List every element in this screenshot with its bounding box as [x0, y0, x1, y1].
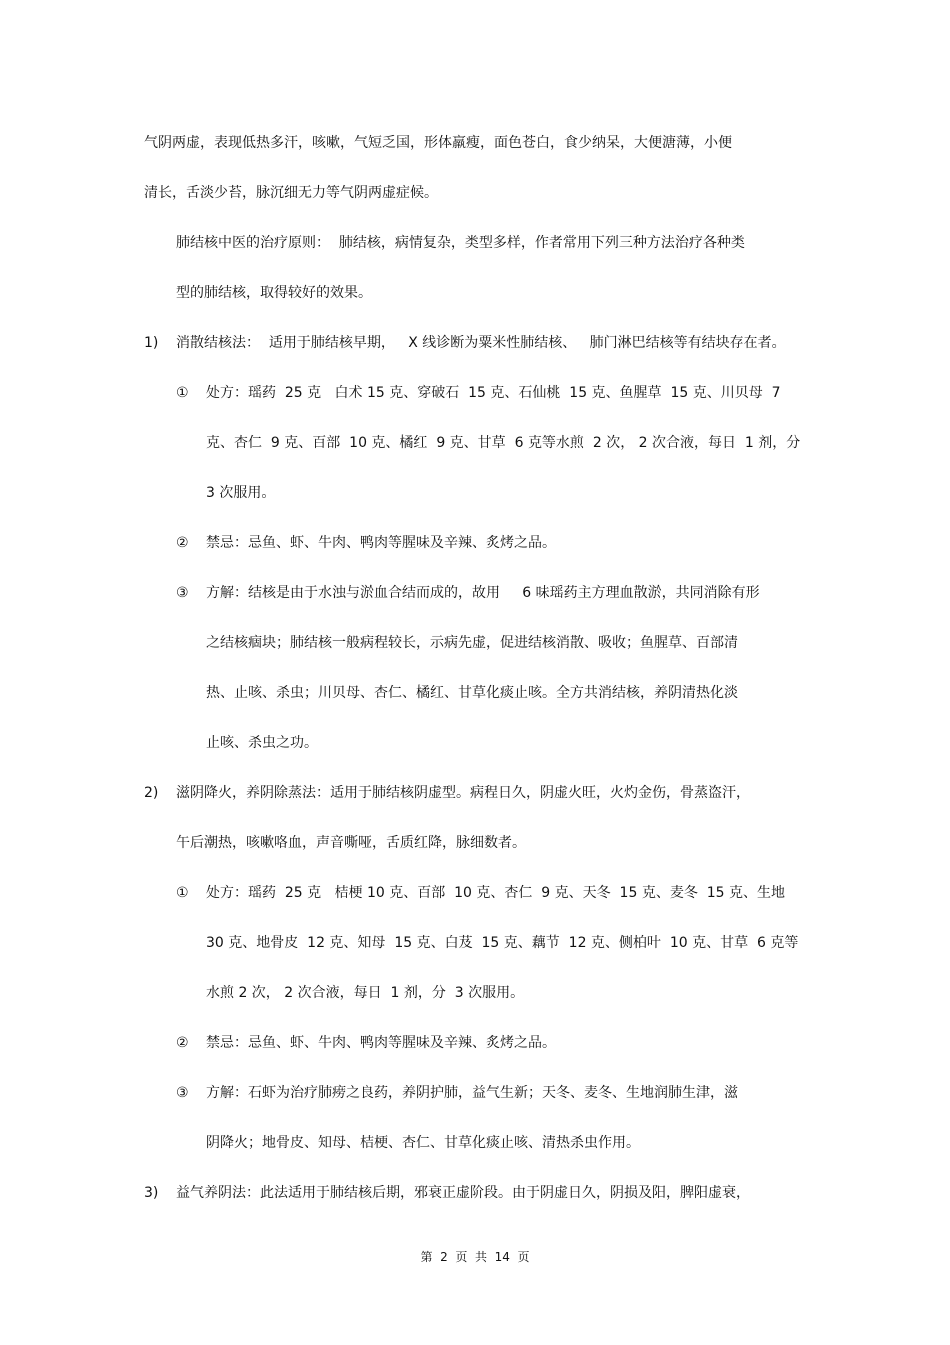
text-line-5: 消散结核法： 适用于肺结核早期， X 线诊断为粟米性肺结核、 肺门淋巴结核等有结块存在者。: [176, 335, 786, 351]
list-marker: 3): [144, 1185, 159, 1201]
text-line-6: 处方：瑶药 25 克 白术 15 克、穿破石 15 克、石仙桃 15 克、鱼腥草 15 克、川贝母 7: [206, 385, 781, 401]
text-line-4: 型的肺结核，取得较好的效果。: [176, 285, 372, 301]
text-line-11: 之结核痼块；肺结核一般病程较长，示病先虚，促进结核消散、吸收；鱼腥草、百部清: [206, 635, 738, 651]
text-line-18: 水煎 2 次， 2 次合液，每日 1 剂，分 3 次服用。: [206, 985, 525, 1001]
list-marker: ③: [176, 1085, 189, 1101]
list-marker: ③: [176, 585, 189, 601]
list-marker: 1): [144, 335, 159, 351]
text-line-16: 处方：瑶药 25 克 桔梗 10 克、百部 10 克、杏仁 9 克、天冬 15 克、麦冬 15 克、生地: [206, 885, 785, 901]
text-line-3: 肺结核中医的治疗原则： 肺结核，病情复杂，类型多样，作者常用下列三种方法治疗各种类: [176, 235, 745, 251]
text-line-8: 3 次服用。: [206, 485, 276, 501]
text-line-12: 热、止咳、杀虫；川贝母、杏仁、橘红、甘草化痰止咳。全方共消结核，养阴清热化淡: [206, 685, 738, 701]
list-marker: ①: [176, 385, 189, 401]
text-line-13: 止咳、杀虫之功。: [206, 735, 318, 751]
text-line-15: 午后潮热，咳嗽咯血，声音嘶哑，舌质红降，脉细数者。: [176, 835, 526, 851]
text-line-7: 克、杏仁 9 克、百部 10 克、橘红 9 克、甘草 6 克等水煎 2 次， 2 次合液，每日 1 剂，分: [206, 435, 801, 451]
text-line-2: 清长，舌淡少苔，脉沉细无力等气阴两虚症候。: [144, 185, 438, 201]
list-marker: ①: [176, 885, 189, 901]
text-line-1: 气阴两虚，表现低热多汗，咳嗽，气短乏国，形体羸瘦，面色苍白，食少纳呆，大便溏薄，小便: [144, 135, 732, 151]
text-line-19: 禁忌：忌鱼、虾、牛肉、鸭肉等腥味及辛辣、炙烤之品。: [206, 1035, 556, 1051]
text-line-20: 方解：石虾为治疗肺痨之良药，养阴护肺，益气生新；天冬、麦冬、生地润肺生津，滋: [206, 1085, 738, 1101]
text-line-21: 阴降火；地骨皮、知母、桔梗、杏仁、甘草化痰止咳、清热杀虫作用。: [206, 1135, 640, 1151]
text-line-22: 益气养阴法：此法适用于肺结核后期，邪衰正虚阶段。由于阴虚日久，阴损及阳，脾阳虚衰，: [176, 1185, 750, 1201]
list-marker: 2): [144, 785, 159, 801]
page-footer: 第 2 页 共 14 页: [420, 1250, 530, 1264]
text-line-17: 30 克、地骨皮 12 克、知母 15 克、白芨 15 克、藕节 12 克、侧柏叶 10 克、甘草 6 克等: [206, 935, 799, 951]
list-marker: ②: [176, 1035, 189, 1051]
list-marker: ②: [176, 535, 189, 551]
text-line-9: 禁忌：忌鱼、虾、牛肉、鸭肉等腥味及辛辣、炙烤之品。: [206, 535, 556, 551]
text-line-14: 滋阴降火，养阴除蒸法：适用于肺结核阴虚型。病程日久，阴虚火旺，火灼金伤，骨蒸盗汗，: [176, 785, 750, 801]
text-line-10: 方解：结核是由于水浊与淤血合结而成的，故用 6 味瑶药主方理血散淤，共同消除有形: [206, 585, 760, 601]
